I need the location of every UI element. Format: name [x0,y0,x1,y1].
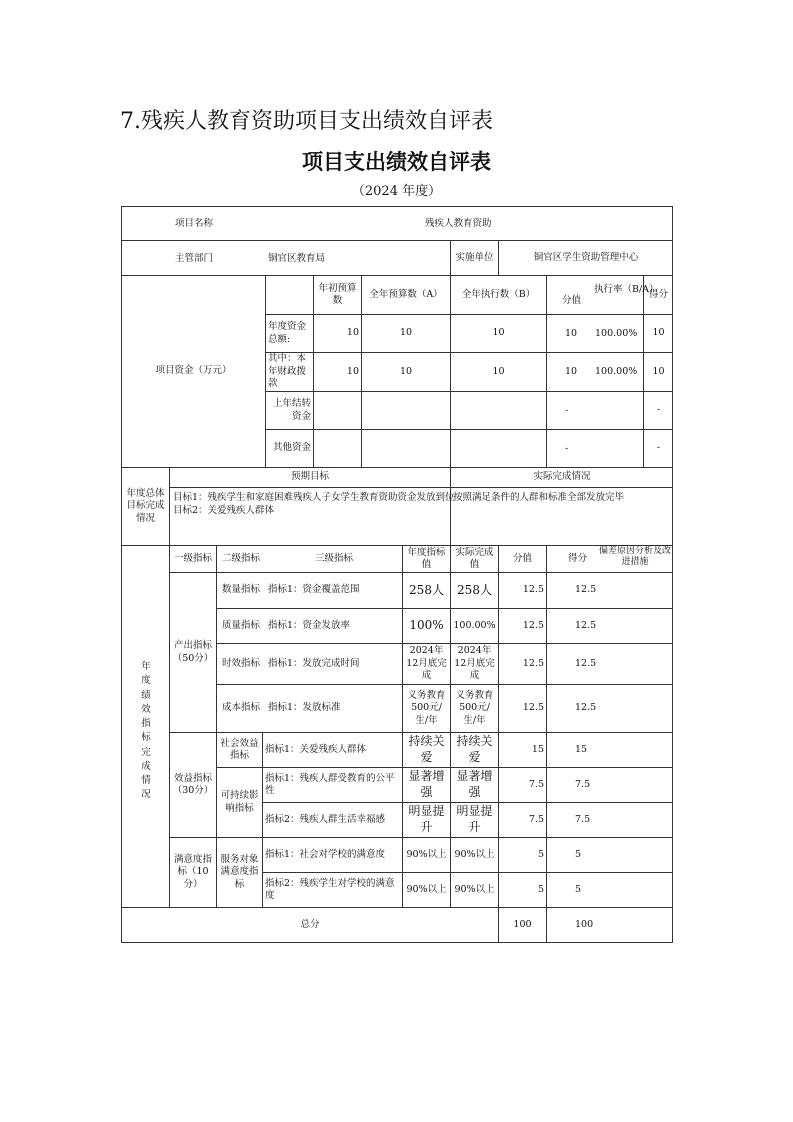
funds-executed-text: 10 [492,365,505,377]
ind-score-cell [546,684,673,732]
funds-score [643,314,673,352]
ind-score: 15 [575,743,588,755]
ind-weight-text: 12.5 [522,619,544,631]
ind-weight-text: 12.5 [522,584,544,596]
funds-budget [361,314,450,352]
funds-budget [361,391,450,429]
ind-target [402,732,450,767]
ind-group-benefit-text: 效益指标（30分） [172,772,214,796]
ind-weight [498,872,546,907]
ind-score-cell [546,872,673,907]
ind-l3 [262,767,402,802]
ind-target-text: 2024年12月底完成 [406,645,447,682]
funds-initial-text: 10 [346,365,359,377]
goals-expected-header [169,467,450,487]
funds-header [313,275,361,314]
ind-l2 [216,837,262,907]
funds-score [643,391,673,429]
ind-target [402,837,450,872]
ind-target-text: 明显提升 [408,804,445,834]
funds-weight: 10 [565,328,578,339]
ind-l3-text: 指标1：社会对学校的满意度 [265,848,386,860]
ind-header: 三级指标 [315,553,354,564]
funds-executed [450,352,546,391]
funds-executed [450,391,546,429]
goal-1: 目标1：残疾学生和家庭困难残疾人子女学生教育资助资金发放到位 [173,492,455,503]
total-label-text: 总分 [300,919,320,931]
ind-actual-text: 90%以上 [454,848,495,860]
form-year: （2024 年度） [351,184,442,199]
goals-actual [450,487,673,545]
funds-budget [361,429,450,467]
ind-score-cell [546,767,673,802]
funds-header [450,275,546,314]
ind-weight [498,643,546,684]
ind-actual [450,837,498,872]
ind-actual [450,643,498,684]
ind-l3-text: 指标1：关爱残疾人群体 [265,743,367,755]
funds-header [361,275,450,314]
funds-initial [313,352,361,391]
funds-row-label [265,391,313,429]
total-weight [498,907,546,943]
funds-row-label-text: 其他资金 [272,442,311,454]
funds-score-text: 10 [652,327,665,339]
ind-header [169,545,216,572]
funds-row-label-text: 其中：本年财政拨款 [268,353,307,390]
funds-header: 执行率（B/A） [594,284,659,295]
ind-header-text: 实际完成值 [455,546,494,570]
funds-header-blank [265,275,313,314]
ind-score-cell [546,608,673,643]
ind-actual [450,732,498,767]
goals-actual-header-text: 实际完成情况 [533,471,591,483]
ind-weight [498,684,546,732]
ind-weight-text: 7.5 [528,813,544,825]
ind-weight-text: 5 [537,848,544,860]
ind-weight-text: 12.5 [522,657,544,669]
ind-actual [450,802,498,837]
goal-2: 目标2：关爱残疾人群体 [173,505,275,516]
ind-target [402,643,450,684]
funds-row-label-text: 上年结转资金 [272,398,311,422]
funds-initial [313,429,361,467]
impl-value [498,240,673,275]
ind-target-text: 90%以上 [406,848,447,860]
funds-initial-text: 10 [346,327,359,339]
ind-weight-text: 7.5 [528,778,544,790]
ind-actual-text: 明显提升 [456,804,493,834]
funds-budget-text: 10 [399,365,413,377]
ind-score: 7.5 [575,778,591,790]
ind-score-cell [546,643,673,684]
ind-weight [498,572,546,608]
impl-value-text: 铜官区学生资助管理中心 [533,251,639,263]
ind-target [402,684,450,732]
project-name-label: 项目名称 [175,218,214,229]
funds-rate: 100.00% [595,328,638,339]
ind-l2-text: 可持续影响指标 [220,790,259,814]
ind-score: 5 [575,883,582,895]
project-name-value: 残疾人教育资助 [425,218,492,229]
funds-executed-text: 10 [492,327,505,339]
ind-l2-text: 社会效益指标 [220,737,259,761]
funds-weight: - [565,405,569,416]
funds-weight-rate [546,391,643,429]
ind-target-text: 义务教育500元/生/年 [407,689,446,726]
ind-target [402,608,450,643]
ind-weight-text: 15 [531,743,544,755]
ind-actual [450,572,498,608]
ind-score: 12.5 [575,657,597,669]
funds-header: 分值 [562,295,582,306]
ind-target [402,872,450,907]
ind-header-deviation: 偏差原因分析及改进措施 [598,546,671,568]
ind-l3-text: 指标1：残疾人群受教育的公平性 [265,772,395,796]
ind-score: 12.5 [575,619,597,631]
ind-group-output-text: 产出指标（50分） [172,640,214,664]
ind-header [498,545,546,572]
ind-header [402,545,450,572]
ind-l2: 成本指标 [222,702,261,713]
ind-l2 [216,767,262,837]
ind-l3 [262,837,402,872]
ind-l3: 指标1：发放完成时间 [268,657,360,669]
funds-initial [313,314,361,352]
ind-l3: 指标1：资金发放率 [268,619,351,631]
funds-score-text: - [656,442,661,454]
ind-header-text: 分值 [512,552,532,564]
section-heading: 7.残疾人教育资助项目支出绩效自评表 [120,109,493,134]
goals-actual-text: 按照满足条件的人群和标准全部发放完毕 [453,492,625,503]
ind-l2: 数量指标 [222,584,261,595]
ind-target-text: 100% [409,618,444,633]
form-title: 项目支出绩效自评表 [302,150,491,174]
ind-actual-text: 90%以上 [454,883,495,895]
funds-executed [450,429,546,467]
impl-label [450,240,498,275]
funds-header-text: 全年执行数（B） [461,288,536,300]
ind-weight [498,767,546,802]
total-weight-text: 100 [513,919,532,931]
funds-budget [361,352,450,391]
ind-header-text: 一级指标 [173,552,212,564]
ind-actual [450,608,498,643]
ind-group-satisfaction [169,837,216,907]
ind-l3 [262,732,402,767]
funds-row-label [265,429,313,467]
ind-target [402,767,450,802]
ind-score-cell [546,837,673,872]
ind-l2 [216,732,262,767]
ind-actual-text: 2024年12月底完成 [454,645,495,682]
goals-label-text: 年度总体目标完成情况 [126,487,165,524]
funds-weight: - [565,443,569,454]
ind-l3-text: 指标2：残疾人群生活幸福感 [265,813,386,825]
ind-target-text: 258人 [409,582,444,597]
ind-target-text: 持续关爱 [408,734,445,764]
dept-label: 主管部门 [175,253,214,264]
goals-actual-header [450,467,673,487]
ind-weight [498,802,546,837]
funds-label-text: 项目资金（万元） [155,365,232,377]
ind-target [402,802,450,837]
funds-initial [313,391,361,429]
ind-weight [498,608,546,643]
funds-label [121,275,265,467]
ind-weight [498,732,546,767]
total-score-cell [546,907,673,943]
ind-l2: 质量指标 [222,619,261,631]
ind-actual [450,767,498,802]
funds-row-label [265,352,313,391]
ind-score: 12.5 [575,702,597,713]
impl-label-text: 实施单位 [455,251,494,263]
ind-header: 得分 [568,553,588,564]
ind-score-cell [546,732,673,767]
ind-header: 二级指标 [222,553,261,564]
funds-budget-text: 10 [399,327,413,339]
dept-value: 铜官区教育局 [268,253,326,264]
ind-weight-text: 5 [537,883,544,895]
ind-group-benefit [169,732,216,837]
ind-target [402,572,450,608]
funds-row-label-text: 年度资金总额: [268,321,307,345]
ind-weight [498,837,546,872]
funds-header-text: 全年预算数（A） [369,288,443,300]
ind-group-output [169,572,216,732]
funds-header-text: 年初预算数 [318,282,357,306]
ind-actual-text: 持续关爱 [456,734,493,764]
ind-actual-text: 100.00% [453,619,496,631]
ind-target-text: 90%以上 [406,883,447,895]
ind-score: 12.5 [575,584,597,595]
ind-l3 [262,872,402,907]
total-score: 100 [575,919,594,930]
ind-actual [450,684,498,732]
total-label [121,907,498,943]
funds-executed [450,314,546,352]
ind-score-cell [546,802,673,837]
ind-score: 5 [575,848,582,860]
ind-l2-text: 服务对象满意度指标 [220,853,259,890]
ind-actual-text: 义务教育500元/生/年 [455,689,494,726]
ind-actual-text: 258人 [457,582,492,597]
ind-score: 7.5 [575,813,591,825]
ind-target-text: 显著增强 [408,769,445,799]
funds-weight: 10 [565,366,578,377]
ind-weight-text: 12.5 [522,702,544,714]
ind-actual-text: 显著增强 [456,769,493,799]
ind-actual [450,872,498,907]
funds-score [643,429,673,467]
funds-score-text: - [656,404,661,416]
funds-rate: 100.00% [595,366,638,377]
goals-expected-header-text: 预期目标 [290,471,329,483]
funds-score-text: 10 [652,365,665,377]
ind-l3: 指标1：发放标准 [268,702,341,713]
funds-row-label [265,314,313,352]
ind-l3: 指标1：资金覆盖范围 [268,584,360,595]
indicators-label-text: 年度绩效指标完成情况 [141,661,151,801]
ind-score-cell [546,572,673,608]
ind-l3-text: 指标2：残疾学生对学校的满意度 [265,877,395,901]
ind-l2: 时效指标 [222,657,261,669]
ind-group-satisfaction-text: 满意度指标（10分） [173,853,212,890]
funds-weight-rate [546,429,643,467]
goals-label [121,467,169,545]
ind-l3 [262,802,402,837]
funds-score [643,352,673,391]
funds-header-text: 得分 [648,288,668,300]
ind-header-text: 年度指标值 [407,546,446,570]
ind-header [450,545,498,572]
